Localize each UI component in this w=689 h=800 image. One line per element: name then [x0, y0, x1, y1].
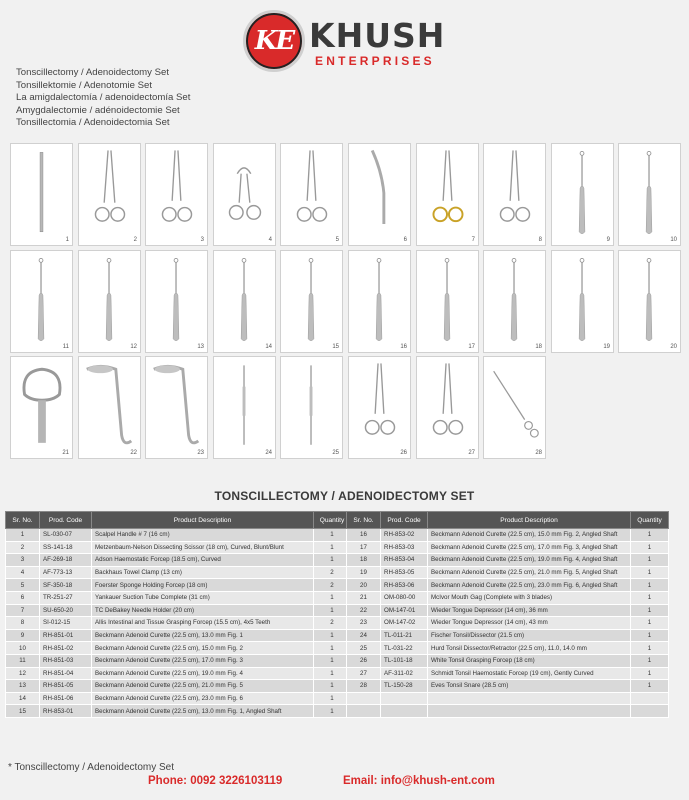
- table-row: [6, 579, 351, 592]
- cell-desc: Beckmann Adenoid Curette (22.5 cm), 19.0 mm Fig. 4: [92, 667, 314, 680]
- cell-sr: 26: [347, 654, 381, 667]
- cell-desc: [428, 692, 631, 705]
- image-number: 25: [332, 450, 339, 456]
- instrument-image: [213, 356, 276, 459]
- table-row: [347, 654, 669, 667]
- cell-qty: 1: [631, 667, 669, 680]
- cell-qty: 1: [631, 680, 669, 693]
- image-number: 19: [603, 344, 610, 350]
- cell-desc: White Tonsil Grasping Forcep (18 cm): [428, 654, 631, 667]
- image-number: 24: [265, 450, 272, 456]
- instrument-image: [551, 143, 614, 246]
- email-address[interactable]: info@khush-ent.com: [380, 775, 495, 787]
- cell-sr: 28: [347, 680, 381, 693]
- cell-sr: 5: [6, 579, 40, 592]
- cell-code: [381, 692, 428, 705]
- cell-code: RH-851-05: [40, 680, 92, 693]
- curette-icon: [349, 251, 410, 352]
- cell-sr: [347, 692, 381, 705]
- table-row: [347, 692, 669, 705]
- cell-code: RH-851-02: [40, 642, 92, 655]
- image-number: 11: [62, 344, 69, 350]
- col-header: Sr. No.: [347, 512, 381, 529]
- image-number: 13: [197, 344, 204, 350]
- cell-code: OM-147-02: [381, 617, 428, 630]
- cell-code: RH-851-04: [40, 667, 92, 680]
- forceps-icon: [484, 144, 545, 245]
- table-row: [6, 667, 351, 680]
- cell-sr: 11: [6, 654, 40, 667]
- image-number: 3: [200, 237, 204, 243]
- forceps-icon: [146, 144, 207, 245]
- cell-qty: 2: [314, 617, 351, 630]
- cell-sr: 25: [347, 642, 381, 655]
- table-row: [347, 629, 669, 642]
- image-number: 18: [535, 344, 542, 350]
- cell-code: SS-141-18: [40, 541, 92, 554]
- cell-sr: 24: [347, 629, 381, 642]
- cell-desc: Wieder Tongue Depressor (14 cm), 36 mm: [428, 604, 631, 617]
- cell-sr: 4: [6, 566, 40, 579]
- cell-sr: 6: [6, 591, 40, 604]
- table-row: [347, 591, 669, 604]
- cell-code: RH-853-04: [381, 554, 428, 567]
- tongue-depressor-icon: [79, 357, 140, 458]
- curette-icon: [417, 251, 478, 352]
- image-number: 20: [670, 344, 677, 350]
- instrument-image: [145, 356, 208, 459]
- set-title-line: Amygdalectomie / adénoidectomie Set: [16, 104, 180, 116]
- cell-desc: Adson Haemostatic Forcep (18.5 cm), Curved: [92, 554, 314, 567]
- table-row: [6, 705, 351, 718]
- brand-logo: [243, 10, 453, 72]
- footnote: * Tonscillectomy / Adenoidectomy Set: [8, 762, 175, 773]
- instrument-image: [145, 250, 208, 353]
- cell-sr: 2: [6, 541, 40, 554]
- product-table-right: [346, 511, 669, 718]
- cell-qty: 1: [631, 554, 669, 567]
- cell-qty: [631, 705, 669, 718]
- curette-icon: [146, 251, 207, 352]
- image-number: 15: [332, 344, 339, 350]
- image-number: 10: [670, 237, 677, 243]
- curette-icon: [214, 251, 275, 352]
- cell-qty: 1: [631, 642, 669, 655]
- cell-desc: Beckmann Adenoid Curette (22.5 cm), 17.0 mm Fig. 3: [92, 654, 314, 667]
- cell-code: RH-853-05: [381, 566, 428, 579]
- cell-desc: Scalpel Handle # 7 (16 cm): [92, 529, 314, 542]
- cell-sr: 12: [6, 667, 40, 680]
- cell-desc: Beckmann Adenoid Curette (22.5 cm), 19.0 mm Fig. 4, Angled Shaft: [428, 554, 631, 567]
- cell-qty: 1: [314, 667, 351, 680]
- cell-sr: 8: [6, 617, 40, 630]
- cell-sr: 10: [6, 642, 40, 655]
- image-number: 6: [403, 237, 407, 243]
- table-row: [347, 566, 669, 579]
- cell-code: RH-853-02: [381, 529, 428, 542]
- cell-desc: [428, 705, 631, 718]
- image-number: 17: [468, 344, 475, 350]
- scissors-icon: [79, 144, 140, 245]
- table-row: [6, 604, 351, 617]
- dissector-icon: [214, 357, 275, 458]
- needle-holder-icon: [417, 144, 478, 245]
- cell-qty: 1: [631, 579, 669, 592]
- table-row: [347, 541, 669, 554]
- cell-code: OM-147-01: [381, 604, 428, 617]
- cell-sr: 18: [347, 554, 381, 567]
- cell-code: TL-031-22: [381, 642, 428, 655]
- table-row: [6, 529, 351, 542]
- cell-sr: 21: [347, 591, 381, 604]
- cell-code: SI-012-15: [40, 617, 92, 630]
- cell-sr: 14: [6, 692, 40, 705]
- cell-desc: Beckmann Adenoid Curette (22.5 cm), 13.0 mm Fig. 1, Angled Shaft: [92, 705, 314, 718]
- curette-icon: [11, 251, 72, 352]
- table-row: [347, 617, 669, 630]
- cell-code: TL-150-28: [381, 680, 428, 693]
- cell-desc: Metzenbaum-Nelson Dissecting Scissor (18 cm), Curved, Blunt/Blunt: [92, 541, 314, 554]
- cell-desc: Wieder Tongue Depressor (14 cm), 43 mm: [428, 617, 631, 630]
- instrument-image: [280, 250, 343, 353]
- col-header: Prod. Code: [40, 512, 92, 529]
- cell-code: RH-851-06: [40, 692, 92, 705]
- cell-desc: Beckmann Adenoid Curette (22.5 cm), 21.0 mm Fig. 5, Angled Shaft: [428, 566, 631, 579]
- cell-sr: 7: [6, 604, 40, 617]
- instrument-image: [10, 143, 73, 246]
- table-row: [6, 617, 351, 630]
- cell-qty: 1: [631, 591, 669, 604]
- col-header: Prod. Code: [381, 512, 428, 529]
- cell-code: RH-853-06: [381, 579, 428, 592]
- instrument-image: [348, 356, 411, 459]
- col-header: Product Description: [92, 512, 314, 529]
- table-row: [347, 642, 669, 655]
- cell-qty: 1: [631, 529, 669, 542]
- cell-qty: 1: [314, 642, 351, 655]
- table-row: [6, 692, 351, 705]
- image-number: 2: [133, 237, 137, 243]
- product-table-left: [5, 511, 351, 718]
- cell-desc: Foerster Sponge Holding Forcep (18 cm): [92, 579, 314, 592]
- table-row: [6, 680, 351, 693]
- table-row: [6, 654, 351, 667]
- table-row: [347, 604, 669, 617]
- table-row: [347, 667, 669, 680]
- cell-code: SU-650-20: [40, 604, 92, 617]
- cell-sr: 19: [347, 566, 381, 579]
- cell-qty: 2: [314, 566, 351, 579]
- instrument-image: [483, 143, 546, 246]
- col-header: Quantity: [314, 512, 351, 529]
- cell-desc: Allis Intestinal and Tissue Grasping Forcep (15.5 cm), 4x5 Teeth: [92, 617, 314, 630]
- image-number: 12: [130, 344, 137, 350]
- col-header: Sr. No.: [6, 512, 40, 529]
- cell-code: AF-773-13: [40, 566, 92, 579]
- instrument-image: [416, 356, 479, 459]
- cell-desc: Hurd Tonsil Dissector/Retractor (22.5 cm), 11.0, 14.0 mm: [428, 642, 631, 655]
- instrument-image: [280, 356, 343, 459]
- curette-icon: [619, 144, 680, 245]
- image-number: 7: [471, 237, 475, 243]
- cell-desc: Beckmann Adenoid Curette (22.5 cm), 13.0 mm Fig. 1: [92, 629, 314, 642]
- image-number: 27: [468, 450, 475, 456]
- cell-code: SL-030-07: [40, 529, 92, 542]
- scalpel-handle-icon: [11, 144, 72, 245]
- tongue-depressor-icon: [146, 357, 207, 458]
- image-number: 22: [130, 450, 137, 456]
- cell-desc: Backhaus Towel Clamp (13 cm): [92, 566, 314, 579]
- suction-tube-icon: [349, 144, 410, 245]
- cell-desc: Yankauer Suction Tube Complete (31 cm): [92, 591, 314, 604]
- cell-qty: 1: [314, 554, 351, 567]
- cell-qty: 1: [314, 680, 351, 693]
- brand-monogram: KE: [243, 10, 305, 72]
- instrument-image: [416, 250, 479, 353]
- instrument-image: [78, 143, 141, 246]
- image-number: 26: [400, 450, 407, 456]
- instrument-image: [416, 143, 479, 246]
- cell-sr: 27: [347, 667, 381, 680]
- image-number: 14: [265, 344, 272, 350]
- cell-desc: Beckmann Adenoid Curette (22.5 cm), 23.0 mm Fig. 6, Angled Shaft: [428, 579, 631, 592]
- cell-code: TL-011-21: [381, 629, 428, 642]
- cell-qty: 1: [314, 591, 351, 604]
- cell-desc: Beckmann Adenoid Curette (22.5 cm), 15.0 mm Fig. 2: [92, 642, 314, 655]
- curette-icon: [484, 251, 545, 352]
- table-row: [6, 642, 351, 655]
- cell-sr: 3: [6, 554, 40, 567]
- instrument-image: [483, 356, 546, 459]
- table-title: TONSCILLECTOMY / ADENOIDECTOMY SET: [214, 489, 475, 503]
- forceps-icon: [281, 144, 342, 245]
- cell-sr: 1: [6, 529, 40, 542]
- set-title-line: Tonsillektomie / Adenotomie Set: [16, 79, 152, 91]
- image-number: 16: [400, 344, 407, 350]
- cell-qty: 1: [631, 604, 669, 617]
- image-number: 5: [335, 237, 339, 243]
- image-number: 8: [538, 237, 542, 243]
- snare-icon: [484, 357, 545, 458]
- email-contact: Email: info@khush-ent.com: [343, 775, 495, 787]
- cell-code: TR-251-27: [40, 591, 92, 604]
- mouth-gag-icon: [11, 357, 72, 458]
- image-number: 23: [197, 450, 204, 456]
- set-title-line: La amigdalectomía / adenoidectomía Set: [16, 92, 191, 104]
- brand-subtitle: ENTERPRISES: [315, 54, 435, 68]
- cell-qty: 1: [631, 629, 669, 642]
- dissector-icon: [281, 357, 342, 458]
- curette-icon: [79, 251, 140, 352]
- instrument-image: [213, 250, 276, 353]
- cell-sr: 16: [347, 529, 381, 542]
- cell-sr: 22: [347, 604, 381, 617]
- table-row: [6, 591, 351, 604]
- curette-icon: [281, 251, 342, 352]
- instrument-image: [78, 356, 141, 459]
- cell-qty: 1: [314, 692, 351, 705]
- instrument-image: [348, 143, 411, 246]
- brand-name: KHUSH: [309, 16, 446, 55]
- cell-qty: [631, 692, 669, 705]
- col-header: Quantity: [631, 512, 669, 529]
- instrument-image: [618, 143, 681, 246]
- instrument-image: [213, 143, 276, 246]
- instrument-image: [551, 250, 614, 353]
- image-number: 28: [535, 450, 542, 456]
- cell-qty: 1: [314, 654, 351, 667]
- cell-code: RH-853-01: [40, 705, 92, 718]
- cell-sr: [347, 705, 381, 718]
- cell-sr: 13: [6, 680, 40, 693]
- cell-qty: 1: [314, 629, 351, 642]
- cell-qty: 1: [314, 604, 351, 617]
- cell-desc: TC DeBakey Needle Holder (20 cm): [92, 604, 314, 617]
- cell-qty: 1: [631, 566, 669, 579]
- forceps-icon: [417, 357, 478, 458]
- cell-desc: Beckmann Adenoid Curette (22.5 cm), 15.0 mm Fig. 2, Angled Shaft: [428, 529, 631, 542]
- cell-code: OM-080-00: [381, 591, 428, 604]
- curette-icon: [552, 144, 613, 245]
- cell-desc: Fischer Tonsil/Dissector (21.5 cm): [428, 629, 631, 642]
- curette-icon: [619, 251, 680, 352]
- cell-sr: 23: [347, 617, 381, 630]
- cell-code: SF-350-18: [40, 579, 92, 592]
- instrument-image: [348, 250, 411, 353]
- image-number: 9: [606, 237, 610, 243]
- cell-desc: Schmidt Tonsil Haemostatic Forcep (19 cm), Gently Curved: [428, 667, 631, 680]
- instrument-image: [618, 250, 681, 353]
- set-title-line: Tonscillectomy / Adenoidectomy Set: [16, 67, 170, 78]
- cell-qty: 1: [631, 617, 669, 630]
- table-row: [347, 554, 669, 567]
- instrument-image: [10, 250, 73, 353]
- instrument-image: [280, 143, 343, 246]
- cell-qty: 2: [314, 579, 351, 592]
- image-number: 4: [268, 237, 272, 243]
- table-row: [6, 554, 351, 567]
- phone-number[interactable]: 0092 3226103119: [190, 775, 283, 787]
- cell-qty: 1: [314, 705, 351, 718]
- table-row: [6, 541, 351, 554]
- cell-code: RH-851-03: [40, 654, 92, 667]
- cell-sr: 9: [6, 629, 40, 642]
- cell-desc: Eves Tonsil Snare (28.5 cm): [428, 680, 631, 693]
- table-row: [347, 529, 669, 542]
- cell-desc: Beckmann Adenoid Curette (22.5 cm), 21.0 mm Fig. 5: [92, 680, 314, 693]
- table-row: [347, 579, 669, 592]
- cell-sr: 15: [6, 705, 40, 718]
- cell-sr: 17: [347, 541, 381, 554]
- forceps-icon: [349, 357, 410, 458]
- table-row: [347, 705, 669, 718]
- instrument-image: [483, 250, 546, 353]
- cell-desc: Beckmann Adenoid Curette (22.5 cm), 17.0 mm Fig. 3, Angled Shaft: [428, 541, 631, 554]
- cell-code: [381, 705, 428, 718]
- cell-code: AF-311-02: [381, 667, 428, 680]
- set-titles: [16, 67, 190, 130]
- cell-sr: 20: [347, 579, 381, 592]
- cell-qty: 1: [314, 541, 351, 554]
- cell-qty: 1: [631, 541, 669, 554]
- cell-qty: 1: [631, 654, 669, 667]
- towel-clamp-icon: [214, 144, 275, 245]
- cell-desc: Beckmann Adenoid Curette (22.5 cm), 23.0 mm Fig. 6: [92, 692, 314, 705]
- instrument-image: [145, 143, 208, 246]
- cell-desc: McIvor Mouth Gag (Complete with 3 blades): [428, 591, 631, 604]
- table-row: [6, 566, 351, 579]
- col-header: Product Description: [428, 512, 631, 529]
- table-row: [6, 629, 351, 642]
- cell-code: RH-851-01: [40, 629, 92, 642]
- image-number: 1: [65, 237, 69, 243]
- curette-icon: [552, 251, 613, 352]
- image-number: 21: [62, 450, 69, 456]
- instrument-image: [10, 356, 73, 459]
- cell-qty: 1: [314, 529, 351, 542]
- cell-code: AF-269-18: [40, 554, 92, 567]
- instrument-image: [78, 250, 141, 353]
- phone-contact: Phone: 0092 3226103119: [148, 775, 283, 787]
- table-row: [347, 680, 669, 693]
- cell-code: RH-853-03: [381, 541, 428, 554]
- set-title-line: Tonsillectomia / Adenoidectomia Set: [16, 117, 170, 129]
- cell-code: TL-101-18: [381, 654, 428, 667]
